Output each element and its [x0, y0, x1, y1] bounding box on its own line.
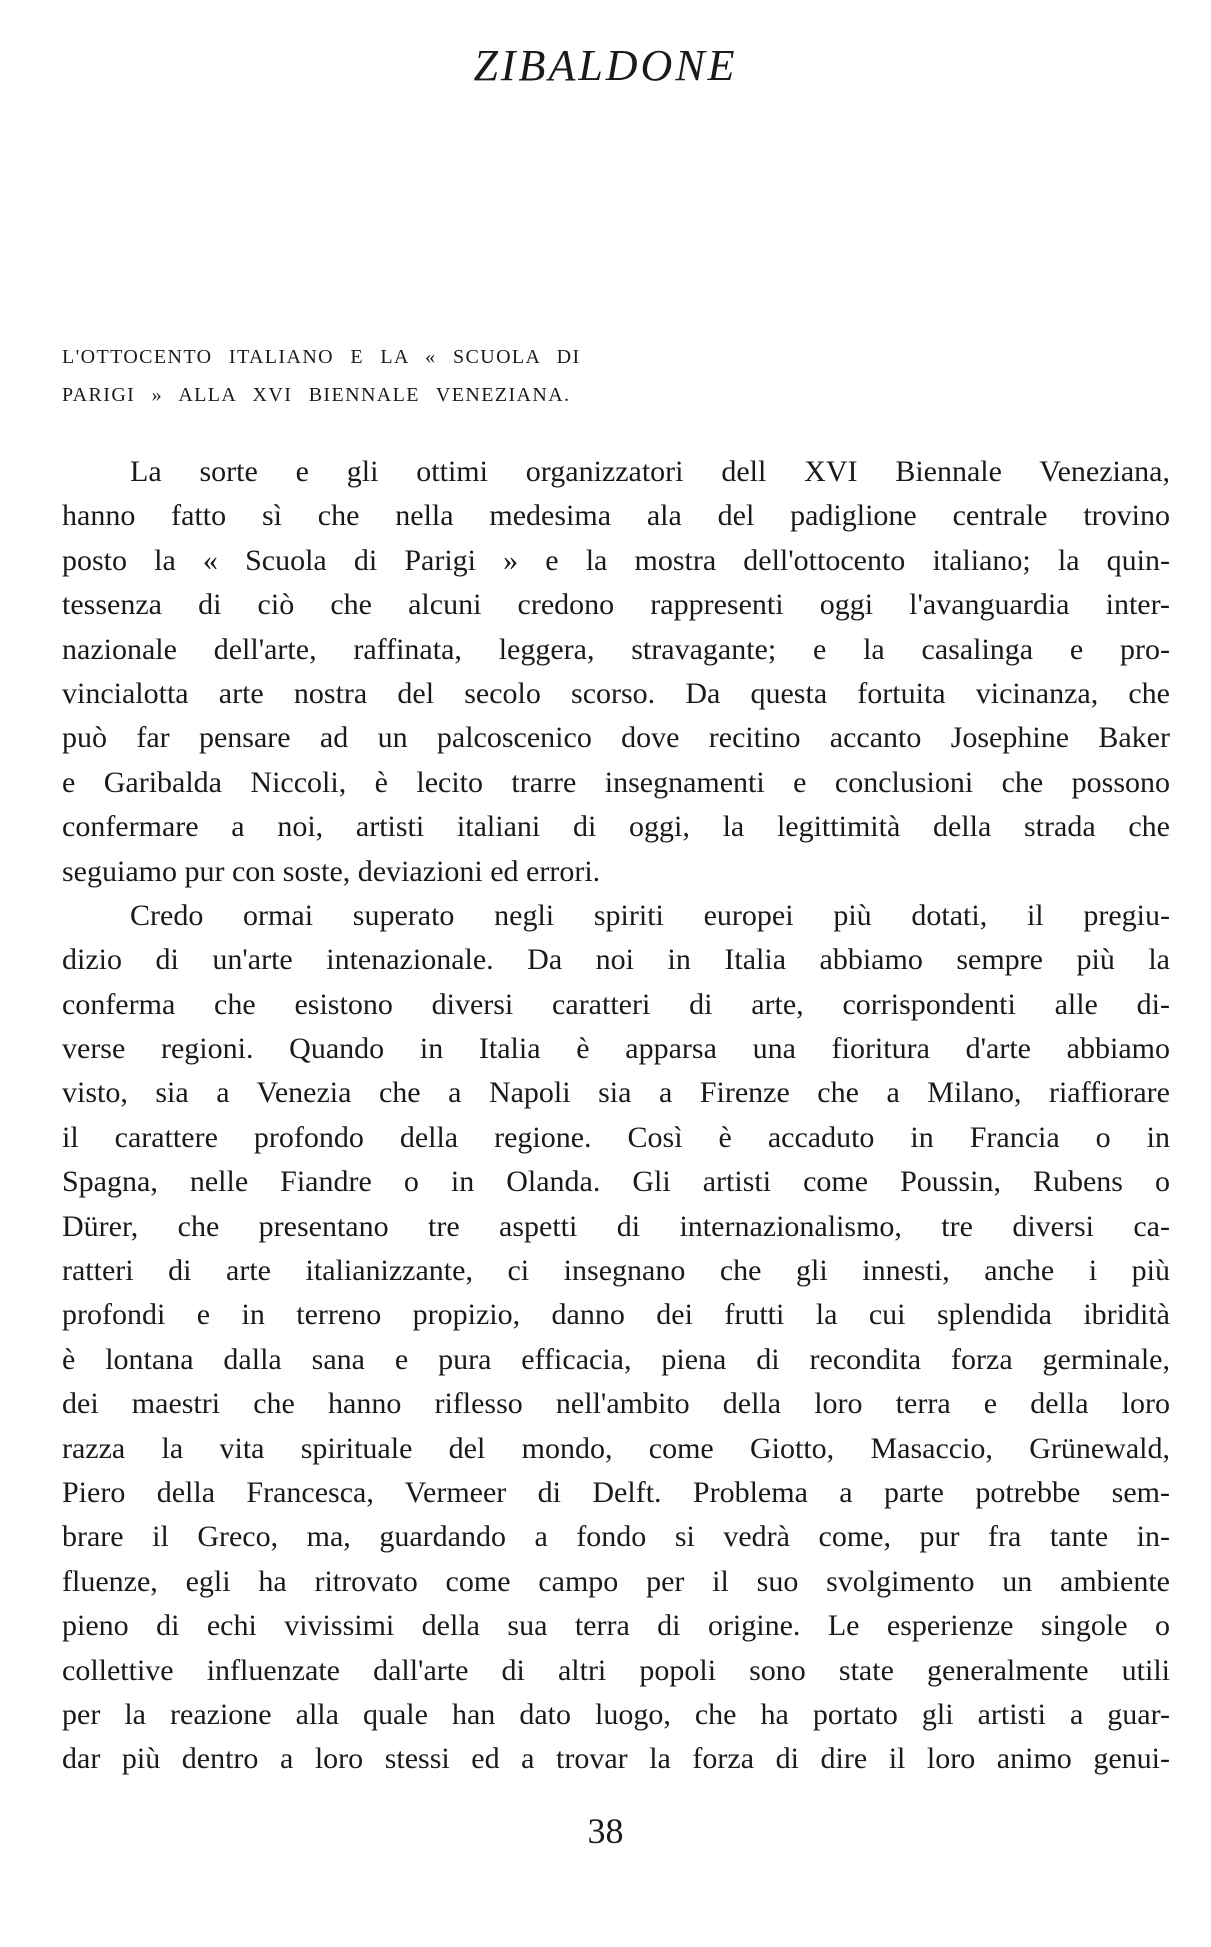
body-line: Piero della Francesca, Vermeer di Delft. Problema a parte potrebbe sem-	[62, 1475, 1170, 1509]
body-line: dar più dentro a loro stessi ed a trovar la forza di dire il loro animo genui-	[62, 1742, 1170, 1776]
body-line: Credo ormai superato negli spiriti europei più dotati, il pregiu-	[130, 898, 1170, 932]
body-line: profondi e in terreno propizio, danno dei frutti la cui splendida ibridità	[62, 1298, 1170, 1332]
body-line: brare il Greco, ma, guardando a fondo si vedrà come, pur fra tante in-	[62, 1520, 1170, 1554]
article-heading-line: L'OTTOCENTO ITALIANO E LA « SCUOLA DI	[62, 346, 581, 368]
body-line: La sorte e gli ottimi organizzatori dell XVI Biennale Veneziana,	[130, 455, 1170, 488]
body-line: confermare a noi, artisti italiani di oggi, la legittimità della strada che	[62, 810, 1170, 844]
body-line: posto la « Scuola di Parigi » e la mostra dell'ottocento italiano; la quin-	[62, 543, 1170, 577]
body-line: e Garibalda Niccoli, è lecito trarre insegnamenti e conclusioni che possono	[62, 765, 1170, 799]
body-line: il carattere profondo della regione. Così è accaduto in Francia o in	[62, 1120, 1170, 1154]
body-line: per la reazione alla quale han dato luogo, che ha portato gli artisti a guar-	[62, 1697, 1170, 1731]
page-number: 38	[587, 1811, 624, 1851]
body-line: è lontana dalla sana e pura efficacia, piena di recondita forza germinale,	[62, 1342, 1170, 1376]
body-line: razza la vita spirituale del mondo, come Giotto, Masaccio, Grünewald,	[62, 1431, 1170, 1465]
body-line: fluenze, egli ha ritrovato come campo per il suo svolgimento un ambiente	[62, 1564, 1170, 1598]
body-line: nazionale dell'arte, raffinata, leggera, stravagante; e la casalinga e pro-	[62, 632, 1170, 666]
body-line: può far pensare ad un palcoscenico dove recitino accanto Josephine Baker	[62, 721, 1170, 755]
body-line: vincialotta arte nostra del secolo scorso. Da questa fortuita vicinanza, che	[62, 676, 1170, 710]
body-line: collettive influenzate dall'arte di altri popoli sono state generalmente utili	[62, 1653, 1170, 1687]
body-line: dizio di un'arte intenazionale. Da noi in Italia abbiamo sempre più la	[62, 943, 1170, 977]
article-heading	[62, 338, 702, 414]
body-line: Spagna, nelle Fiandre o in Olanda. Gli artisti come Poussin, Rubens o	[62, 1165, 1170, 1199]
body-line: pieno di echi vivissimi della sua terra di origine. Le esperienze singole o	[62, 1609, 1170, 1643]
body-line: Dürer, che presentano tre aspetti di internazionalismo, tre diversi ca-	[62, 1209, 1170, 1243]
body-line: conferma che esistono diversi caratteri di arte, corrispondenti alle di-	[62, 987, 1170, 1021]
body-line: hanno fatto sì che nella medesima ala del padiglione centrale trovino	[62, 499, 1170, 533]
body-line: dei maestri che hanno riflesso nell'ambito della loro terra e della loro	[62, 1387, 1170, 1421]
body-line: ratteri di arte italianizzante, ci insegnano che gli innesti, anche i più	[62, 1254, 1170, 1288]
body-line: verse regioni. Quando in Italia è apparsa una fioritura d'arte abbiamo	[62, 1032, 1170, 1066]
running-head: ZIBALDONE	[473, 41, 738, 90]
article-heading-line: PARIGI » ALLA XVI BIENNALE VENEZIANA.	[62, 384, 571, 406]
body-line: seguiamo pur con soste, deviazioni ed errori.	[62, 854, 601, 888]
body-line: tessenza di ciò che alcuni credono rappresenti oggi l'avanguardia inter-	[62, 588, 1170, 622]
article-body	[62, 450, 1170, 1782]
body-line: visto, sia a Venezia che a Napoli sia a Firenze che a Milano, riaffiorare	[62, 1076, 1170, 1110]
